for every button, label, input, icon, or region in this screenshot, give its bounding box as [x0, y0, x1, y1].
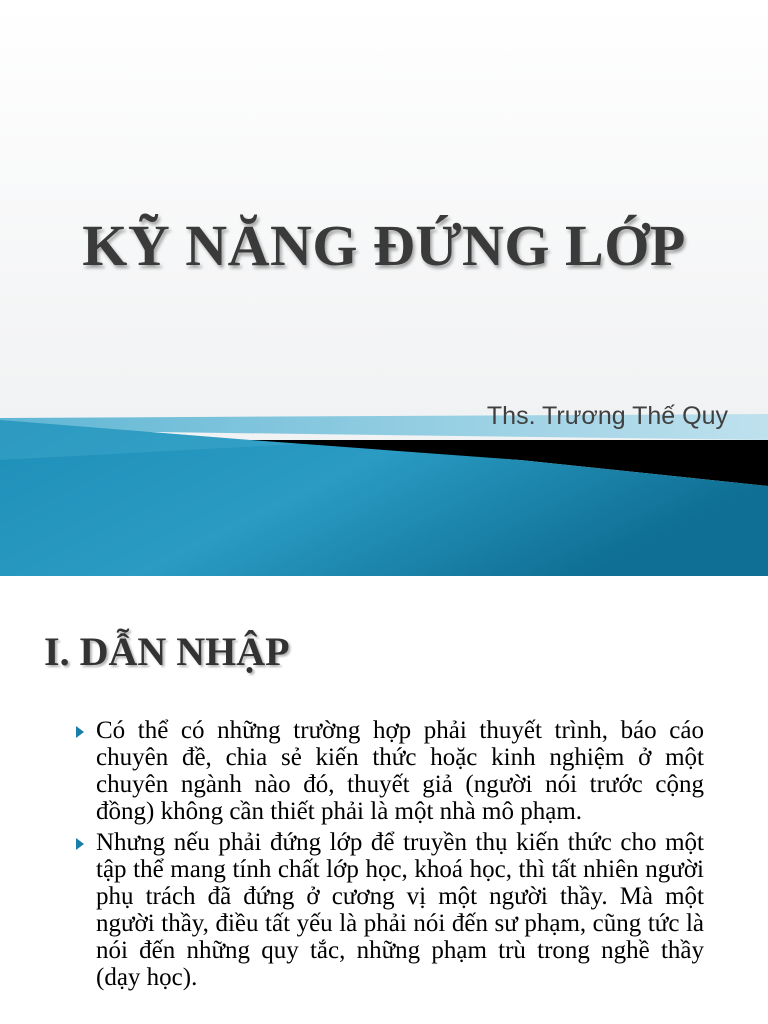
bullet-text: Nhưng nếu phải đứng lớp để truyền thụ kiến thức cho một tập thể mang tính chất lớp học, khoá học, thì tất nhiên người phụ trách đã đứng ở cương vị một người thầy. Mà một người thầy, điều tất yếu là phải nói đến sư phạm, cũng tức là nói đến những quy tắc, những phạm trù trong nghề thầy (dạy học). [96, 829, 704, 991]
slide-title: KỸ NĂNG ĐỨNG LỚP [82, 213, 686, 278]
triangle-right-icon [76, 838, 84, 850]
triangle-right-icon [76, 726, 84, 738]
bullet-list [76, 717, 704, 995]
section-heading: I. DẪN NHẬP [44, 629, 290, 674]
content-slide [0, 576, 768, 1024]
bullet-item [76, 829, 704, 991]
bullet-text: Có thể có những trường hợp phải thuyết trình, báo cáo chuyên đề, chia sẻ kiến thức hoặc kinh nghiệm ở một chuyên ngành nào đó, thuyết giả (người nói trước cộng đồng) không cần thiết phải là một nhà mô phạm. [96, 717, 704, 825]
author-name: Ths. Trương Thế Quy [486, 402, 728, 430]
bullet-item [76, 717, 704, 825]
